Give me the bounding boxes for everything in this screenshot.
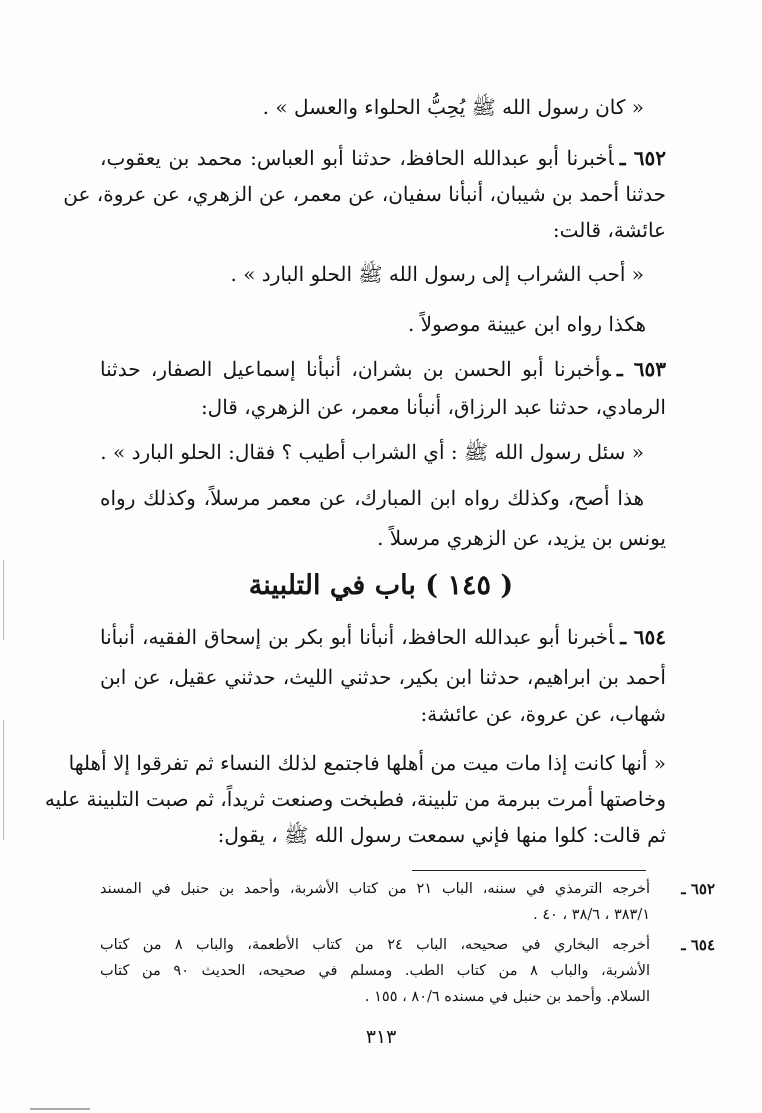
hadith-653-line-1 — [100, 354, 666, 384]
scan-edge-mark — [3, 720, 4, 840]
footnote-654-line-2: الأشربة، والباب ٨ من كتاب الطب. ومسلم في صحيحه، الحديث ٩٠ من كتاب — [100, 963, 650, 979]
hadith-653-line-2: الرمادي، حدثنا عبد الرزاق، أنبأنا معمر، عن الزهري، قال: — [200, 395, 666, 419]
quote-654-line-1: « أنها كانت إذا مات ميت من أهلها فاجتمع لذلك النساء ثم تفرقوا إلا أهلها — [68, 751, 666, 775]
hadith-652-line-2: حدثنا أحمد بن شيبان، أنبأنا سفيان، عن معمر، عن الزهري، عن عروة، عن — [63, 182, 666, 206]
text-span: أخبرنا أبو عبدالله الحافظ، أنبأنا أبو بكر بن إسحاق الفقيه، أنبأنا — [100, 625, 615, 649]
quote-654-line-3: ثم قالت: كلوا منها فإني سمعت رسول الله ﷺ ، يقول: — [217, 823, 666, 847]
scan-edge-mark — [3, 560, 4, 640]
note-653-line-1: هذا أصح، وكذلك رواه ابن المبارك، عن معمر مرسلاً، وكذلك رواه — [100, 486, 644, 510]
quote-654-line-2: وخاصتها أمرت ببرمة من تلبينة، فطبخت وصنعت ثريداً، ثم صبت التلبينة عليه — [44, 787, 666, 811]
hadith-654-line-2: أحمد بن ابراهيم، حدثنا ابن بكير، حدثني الليث، حدثني عقيل، عن ابن — [100, 665, 666, 689]
quote-653: « سئل رسول الله ﷺ : أي الشراب أطيب ؟ فقال: الحلو البارد » . — [100, 440, 644, 464]
note-652: هكذا رواه ابن عيينة موصولاً . — [407, 312, 646, 336]
page-number: ٣١٣ — [365, 1026, 397, 1048]
hadith-number: ٦٥٢ ـ — [619, 146, 666, 170]
footnote-654-number: ٦٥٤ ـ — [681, 936, 715, 954]
hadith-number: ٦٥٣ ـ — [616, 357, 667, 381]
scan-bottom-mark — [30, 1108, 90, 1110]
hadith-652-line-3: عائشة، قالت: — [552, 218, 666, 242]
text-line: « كان رسول الله ﷺ يُحِبُّ الحلواء والعسل » . — [262, 95, 644, 119]
footnote-654-line-1: أخرجه البخاري في صحيحه، الباب ٢٤ من كتاب الأطعمة، والباب ٨ من كتاب — [100, 937, 651, 953]
hadith-652-line-1 — [100, 143, 666, 173]
note-653-line-2: يونس بن يزيد، عن الزهري مرسلاً . — [377, 526, 666, 550]
footnote-652-line-2: ٣٨٣/١ ، ٣٨/٦ ، ٤٠ . — [533, 907, 650, 923]
footnote-separator — [412, 870, 646, 871]
footnote-652-line-1: أخرجه الترمذي في سننه، الباب ٢١ من كتاب الأشربة، وأحمد بن حنبل في المسند — [100, 881, 650, 897]
quote-652: « أحب الشراب إلى رسول الله ﷺ الحلو البارد » . — [230, 262, 644, 286]
text-span: أخبرنا أبو عبدالله الحافظ، حدثنا أبو العباس: محمد بن يعقوب، — [100, 146, 614, 170]
hadith-654-line-3: شهاب، عن عروة، عن عائشة: — [420, 702, 666, 726]
chapter-heading: ( ١٤٥ ) باب في التلبينة — [248, 570, 514, 601]
footnote-654-line-3: السلام. وأحمد بن حنبل في مسنده ٨٠/٦ ، ١٥٥ . — [364, 989, 650, 1005]
text-span: وأخبرنا أبو الحسن بن بشران، أنبأنا إسماعيل الصفار، حدثنا — [100, 357, 611, 381]
hadith-number: ٦٥٤ ـ — [620, 625, 666, 649]
hadith-654-line-1 — [100, 622, 666, 652]
footnote-652-number: ٦٥٢ ـ — [681, 880, 715, 898]
